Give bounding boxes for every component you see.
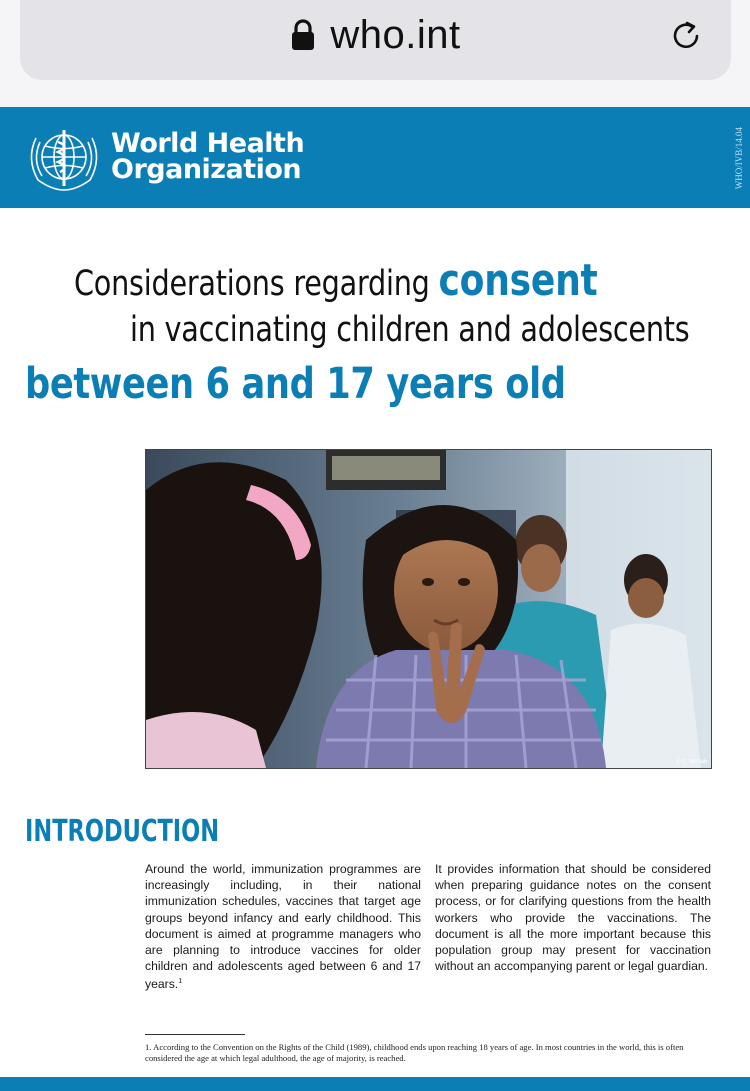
org-name-line2: Organization — [111, 154, 302, 185]
intro-col1-text: Around the world, immunization programmes are increasingly including, in their national immunization schedules, vaccines that target age groups beyond infancy and early childhood. This document is aimed at programme managers who are planning to introduce vaccines for older children and adolescents aged between 6 and 17 years. — [145, 862, 421, 992]
address-bar[interactable] — [20, 0, 731, 80]
intro-column-1 — [145, 861, 421, 993]
footnote: 1. According to the Convention on the Rights of the Child (1989), childhood ends upon reaching 18 years of age. In most countries in the world, this is often considered the age at which legal adulthood, the age of majority, is reached. — [145, 1042, 684, 1063]
bottom-brand-band — [0, 1077, 750, 1091]
title-highlight-consent: consent — [438, 255, 598, 306]
title-line-3: between 6 and 17 years old — [25, 359, 566, 409]
title-prefix: Considerations regarding — [74, 264, 439, 304]
organization-name — [111, 128, 305, 185]
footnote-divider — [145, 1034, 245, 1035]
lock-icon — [290, 19, 316, 51]
introduction-heading: INTRODUCTION — [25, 814, 220, 849]
url-text[interactable]: who.int — [330, 12, 461, 57]
who-header-band — [0, 107, 750, 208]
cover-photo — [145, 449, 712, 769]
footnote-ref[interactable]: 1 — [178, 978, 183, 986]
browser-toolbar — [0, 0, 750, 107]
title-line-2: in vaccinating children and adolescents — [130, 310, 690, 350]
org-name-line1: World Health — [111, 128, 305, 159]
reload-icon[interactable] — [670, 18, 704, 52]
document-code: WHO/IVB/14.04 — [734, 127, 744, 190]
who-emblem-icon — [22, 124, 106, 194]
photo-credit: © C. McNab — [675, 759, 707, 765]
title-line-1 — [74, 255, 598, 306]
intro-column-2: It provides information that should be considered when preparing guidance notes on the consent process, or for clarifying questions from the health workers who provide the vaccinations. The document is all the more important because this population group may present for vaccination without an accompanying parent or legal guardian. — [435, 862, 711, 974]
